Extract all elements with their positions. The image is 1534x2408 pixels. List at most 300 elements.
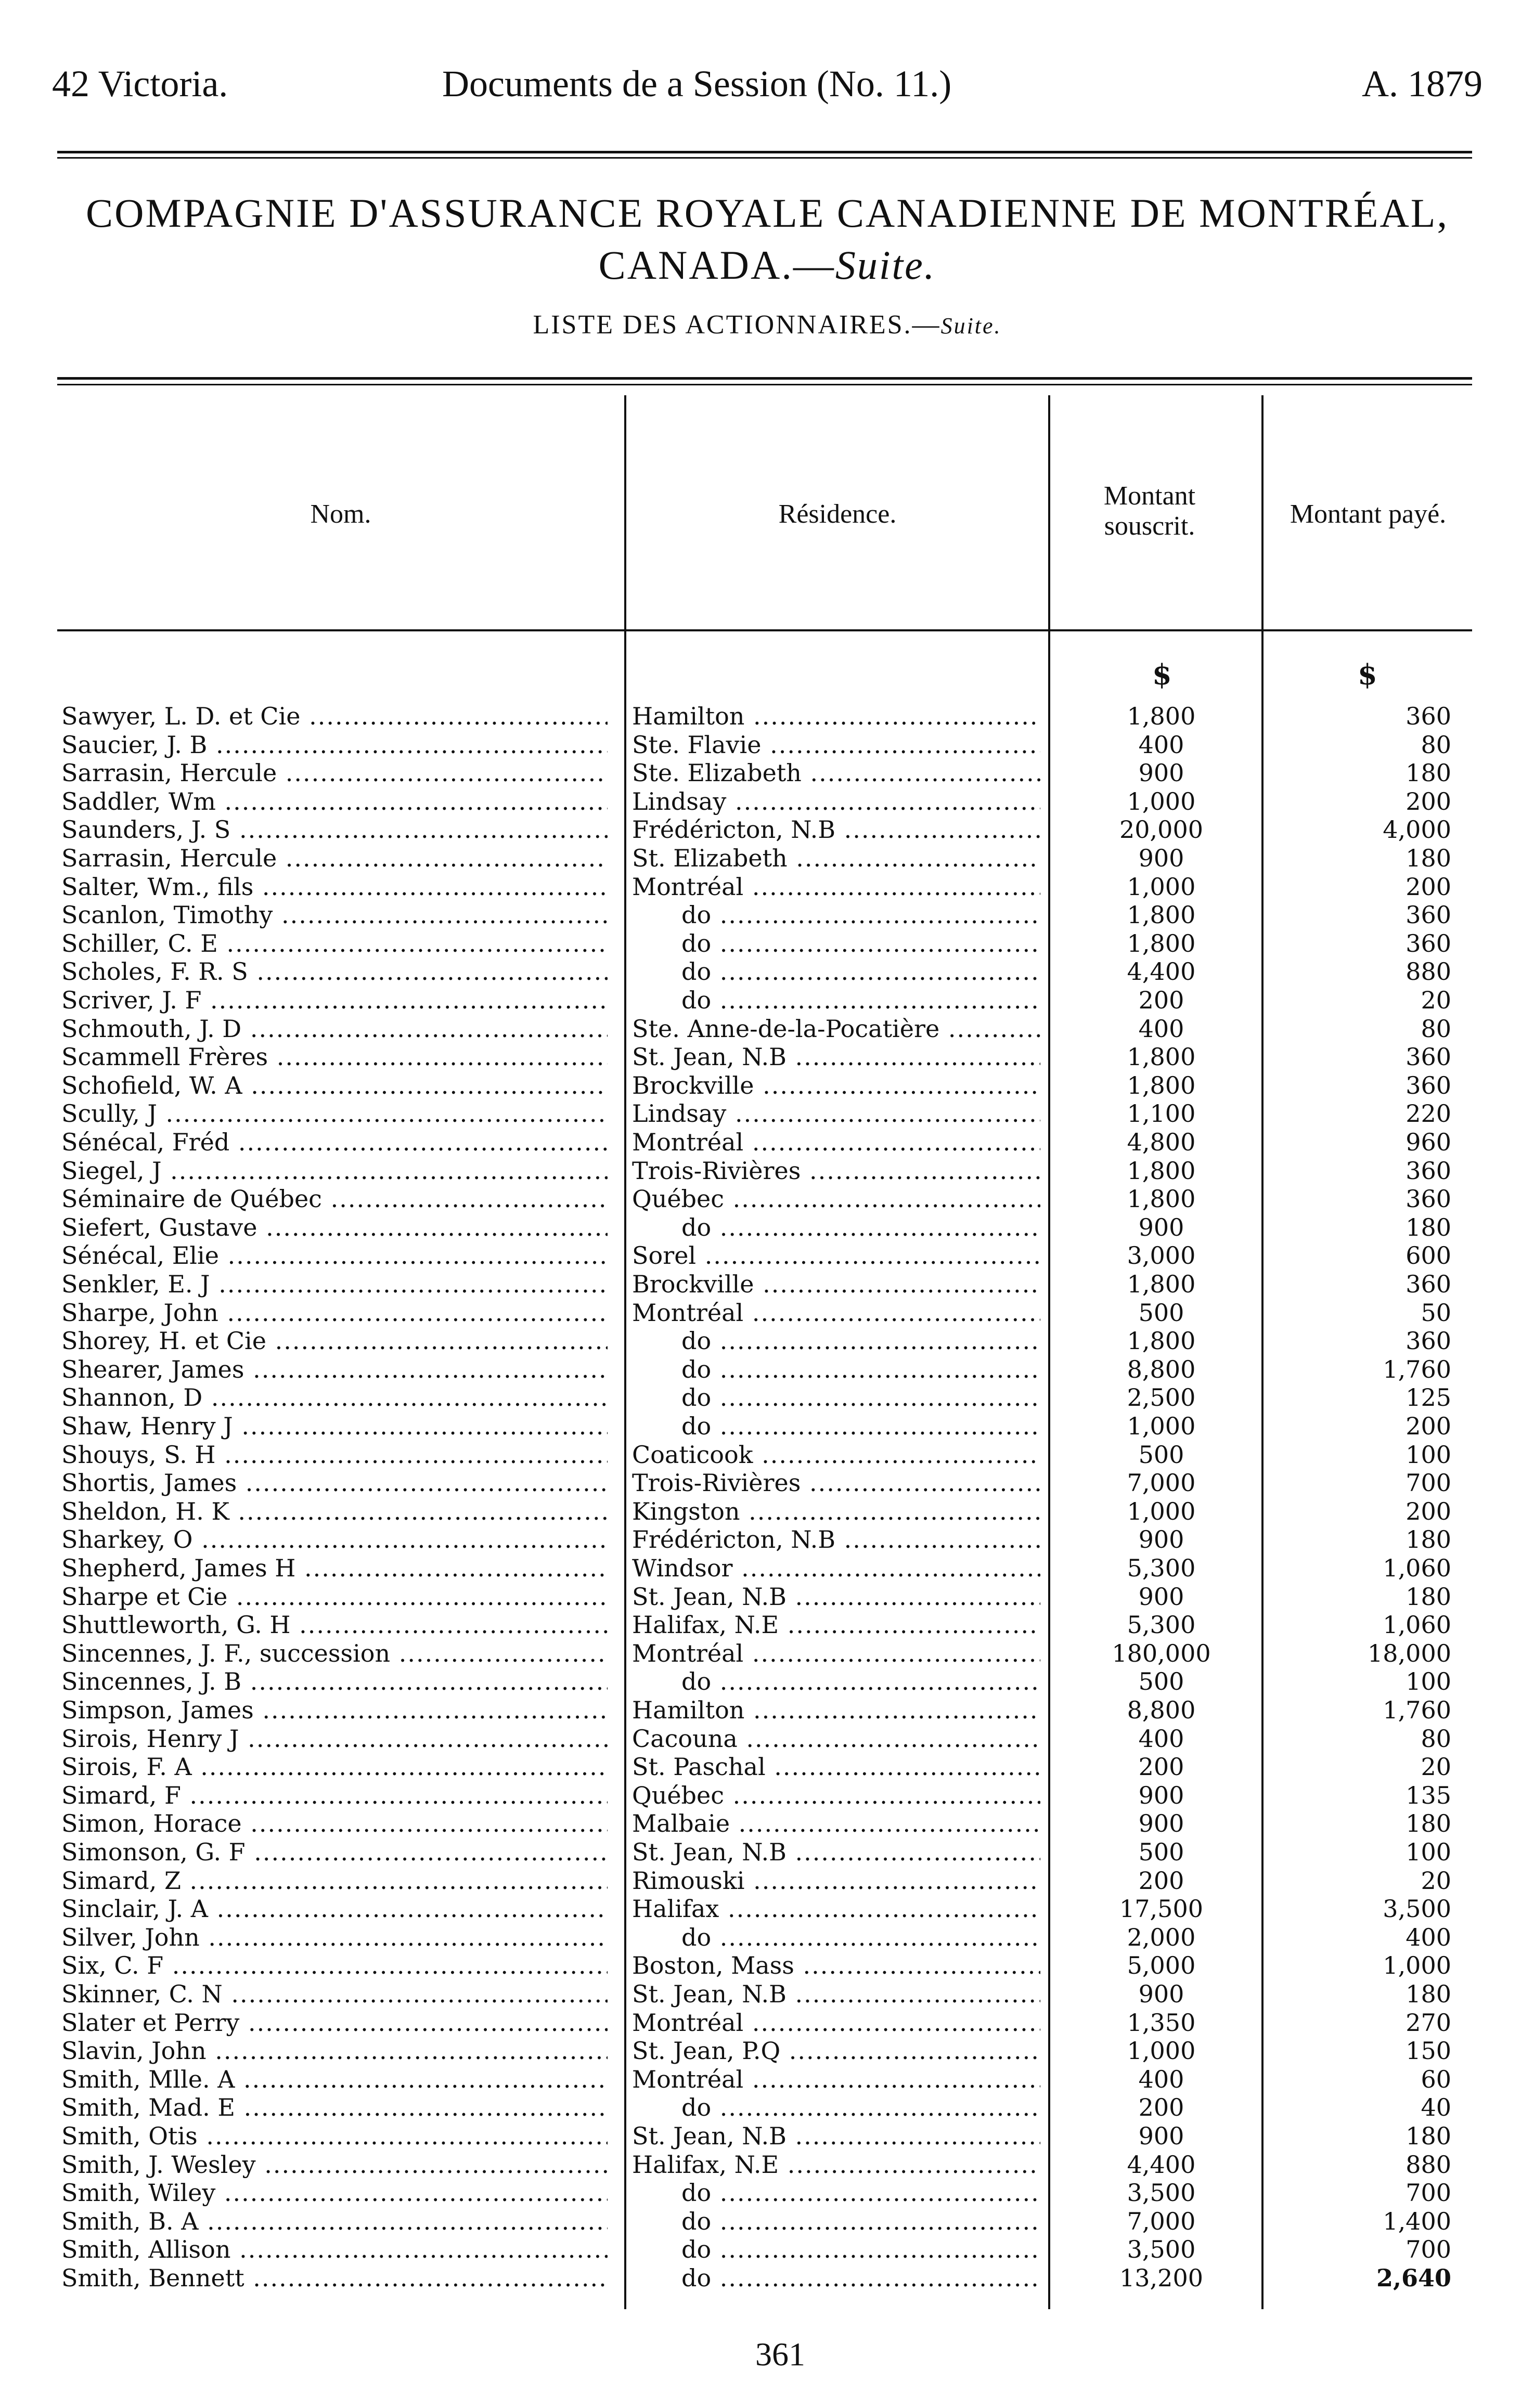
amount-paid: 960 — [1406, 1128, 1451, 1156]
amount-subscribed: 13,200 — [1119, 2264, 1203, 2292]
header-documents: Documents de a Session (No. 11.) — [442, 63, 952, 105]
shareholder-name: Smith, Bennett ..... — [61, 2264, 608, 2292]
shareholder-residence: Coaticook ..... — [632, 1441, 1040, 1469]
shareholder-name: Slavin, John ..... — [61, 2037, 608, 2065]
shareholder-name: Saunders, J. S ..... — [61, 815, 608, 844]
amount-subscribed: 7,000 — [1127, 1469, 1196, 1497]
shareholder-name: Sharpe, John ..... — [61, 1299, 608, 1327]
amount-paid: 125 — [1406, 1383, 1451, 1412]
amount-subscribed: 3,000 — [1127, 1241, 1196, 1270]
shareholder-residence: do ..... — [632, 2207, 1040, 2235]
amount-paid: 3,500 — [1383, 1895, 1451, 1923]
table-row — [0, 1895, 1534, 1923]
shareholder-residence: Malbaie ..... — [632, 1809, 1040, 1837]
amount-subscribed: 1,800 — [1127, 1185, 1196, 1213]
amount-subscribed: 8,800 — [1127, 1355, 1196, 1383]
shareholder-name: Schmouth, J. D ..... — [61, 1015, 608, 1043]
table-row — [0, 1213, 1534, 1241]
table-row — [0, 873, 1534, 901]
shareholder-name: Sincennes, J. F., succession ..... — [61, 1639, 608, 1667]
shareholder-residence: Cacouna ..... — [632, 1725, 1040, 1753]
table-row — [0, 2093, 1534, 2121]
table-row — [0, 2009, 1534, 2037]
amount-paid: 200 — [1406, 1497, 1451, 1525]
amount-paid: 20 — [1421, 1753, 1451, 1781]
shareholder-name: Senkler, E. J ..... — [61, 1270, 608, 1298]
amount-paid: 50 — [1421, 1299, 1451, 1327]
shareholder-residence: Trois-Rivières ..... — [632, 1157, 1040, 1185]
amount-paid: 1,000 — [1383, 1951, 1451, 1979]
shareholder-name: Simonson, G. F ..... — [61, 1838, 608, 1866]
shareholder-name: Simpson, James ..... — [61, 1696, 608, 1724]
amount-paid: 270 — [1406, 2009, 1451, 2037]
company-title-line2: CANADA.—Suite. — [598, 242, 936, 288]
amount-paid: 180 — [1406, 1583, 1451, 1611]
amount-paid: 1,760 — [1383, 1696, 1451, 1724]
table-row — [0, 1270, 1534, 1298]
shareholder-name: Sénécal, Fréd ..... — [61, 1128, 608, 1156]
table-row — [0, 1696, 1534, 1724]
shareholder-residence: do ..... — [632, 957, 1040, 986]
table-row — [0, 1128, 1534, 1156]
amount-paid: 360 — [1406, 1185, 1451, 1213]
list-subtitle: LISTE DES ACTIONNAIRES.—Suite. — [533, 310, 1002, 340]
amount-paid: 200 — [1406, 787, 1451, 815]
amount-paid: 150 — [1406, 2037, 1451, 2065]
shareholder-residence: St. Jean, N.B ..... — [632, 1980, 1040, 2008]
amount-subscribed: 3,500 — [1127, 2235, 1196, 2263]
amount-paid: 360 — [1406, 1327, 1451, 1355]
shareholder-residence: do ..... — [632, 1412, 1040, 1440]
table-row — [0, 2065, 1534, 2093]
column-header-paid: Montant payé. — [1290, 499, 1447, 529]
amount-subscribed: 900 — [1138, 1583, 1184, 1611]
shareholder-residence: St. Jean, P.Q ..... — [632, 2037, 1040, 2065]
shareholder-name: Sheldon, H. K ..... — [61, 1497, 608, 1525]
shareholder-name: Smith, Otis ..... — [61, 2122, 608, 2150]
shareholder-name: Sirois, F. A ..... — [61, 1753, 608, 1781]
table-row — [0, 986, 1534, 1014]
shareholder-residence: do ..... — [632, 1327, 1040, 1355]
amount-subscribed: 200 — [1138, 986, 1184, 1014]
amount-subscribed: 5,000 — [1127, 1951, 1196, 1979]
amount-subscribed: 1,100 — [1127, 1099, 1196, 1128]
amount-paid: 2,640 — [1376, 2264, 1451, 2292]
shareholder-residence: do ..... — [632, 901, 1040, 929]
shareholder-residence: Montréal ..... — [632, 1639, 1040, 1667]
shareholder-name: Scriver, J. F ..... — [61, 986, 608, 1014]
table-row — [0, 2264, 1534, 2292]
amount-subscribed: 500 — [1138, 1838, 1184, 1866]
table-row — [0, 1809, 1534, 1837]
amount-paid: 200 — [1406, 873, 1451, 901]
shareholder-residence: Hamilton ..... — [632, 702, 1040, 730]
shareholder-residence: St. Paschal ..... — [632, 1753, 1040, 1781]
amount-subscribed: 900 — [1138, 1213, 1184, 1241]
amount-subscribed: 200 — [1138, 1753, 1184, 1781]
page-number: 361 — [755, 2336, 805, 2373]
table-row — [0, 1611, 1534, 1639]
amount-paid: 1,760 — [1383, 1355, 1451, 1383]
shareholder-residence: do ..... — [632, 1355, 1040, 1383]
shareholder-name: Smith, B. A ..... — [61, 2207, 608, 2235]
amount-paid: 180 — [1406, 1213, 1451, 1241]
table-row — [0, 1667, 1534, 1695]
amount-paid: 700 — [1406, 2235, 1451, 2263]
table-row — [0, 1725, 1534, 1753]
shareholder-name: Sinclair, J. A ..... — [61, 1895, 608, 1923]
table-row — [0, 2179, 1534, 2207]
shareholder-name: Siefert, Gustave ..... — [61, 1213, 608, 1241]
header-year: A. 1879 — [1362, 63, 1483, 105]
table-row — [0, 1185, 1534, 1213]
company-title-line1: COMPAGNIE D'ASSURANCE ROYALE CANADIENNE DE MONTRÉAL, — [86, 190, 1449, 236]
amount-subscribed: 1,000 — [1127, 2037, 1196, 2065]
shareholder-residence: Brockville ..... — [632, 1071, 1040, 1099]
shareholder-residence: Sorel ..... — [632, 1241, 1040, 1270]
shareholder-residence: Halifax, N.E ..... — [632, 1611, 1040, 1639]
shareholder-name: Six, C. F ..... — [61, 1951, 608, 1979]
table-row — [0, 844, 1534, 872]
table-row — [0, 1299, 1534, 1327]
shareholder-name: Shaw, Henry J ..... — [61, 1412, 608, 1440]
amount-subscribed: 900 — [1138, 1525, 1184, 1553]
amount-paid: 4,000 — [1383, 815, 1451, 844]
shareholder-residence: Montréal ..... — [632, 873, 1040, 901]
table-row — [0, 957, 1534, 986]
table-row — [0, 2037, 1534, 2065]
shareholder-name: Shannon, D ..... — [61, 1383, 608, 1412]
shareholder-name: Simard, F ..... — [61, 1781, 608, 1809]
amount-subscribed: 500 — [1138, 1441, 1184, 1469]
table-top-rule-1 — [57, 377, 1472, 380]
shareholder-name: Skinner, C. N ..... — [61, 1980, 608, 2008]
shareholder-residence: Québec ..... — [632, 1781, 1040, 1809]
amount-subscribed: 400 — [1138, 2065, 1184, 2093]
amount-paid: 80 — [1421, 731, 1451, 759]
shareholder-name: Siegel, J ..... — [61, 1157, 608, 1185]
table-row — [0, 731, 1534, 759]
shareholder-residence: Rimouski ..... — [632, 1867, 1040, 1895]
shareholder-residence: Halifax ..... — [632, 1895, 1040, 1923]
table-row — [0, 1157, 1534, 1185]
table-row — [0, 1071, 1534, 1099]
amount-subscribed: 400 — [1138, 1015, 1184, 1043]
amount-subscribed: 1,800 — [1127, 1327, 1196, 1355]
amount-paid: 200 — [1406, 1412, 1451, 1440]
amount-paid: 880 — [1406, 957, 1451, 986]
amount-paid: 180 — [1406, 1980, 1451, 2008]
amount-paid: 1,060 — [1383, 1554, 1451, 1582]
shareholder-name: Scanlon, Timothy ..... — [61, 901, 608, 929]
amount-subscribed: 400 — [1138, 1725, 1184, 1753]
amount-subscribed: 2,500 — [1127, 1383, 1196, 1412]
header-rule-top — [57, 151, 1472, 153]
amount-subscribed: 1,800 — [1127, 1071, 1196, 1099]
shareholder-name: Schofield, W. A ..... — [61, 1071, 608, 1099]
table-row — [0, 1951, 1534, 1979]
shareholder-name: Slater et Perry ..... — [61, 2009, 608, 2037]
shareholder-name: Shortis, James ..... — [61, 1469, 608, 1497]
table-row — [0, 2122, 1534, 2150]
table-row — [0, 1980, 1534, 2008]
shareholder-name: Scully, J ..... — [61, 1099, 608, 1128]
amount-paid: 1,060 — [1383, 1611, 1451, 1639]
shareholder-residence: do ..... — [632, 1213, 1040, 1241]
shareholder-name: Sarrasin, Hercule ..... — [61, 844, 608, 872]
amount-subscribed: 1,800 — [1127, 702, 1196, 730]
shareholder-residence: Lindsay ..... — [632, 787, 1040, 815]
table-row — [0, 929, 1534, 957]
shareholder-name: Sawyer, L. D. et Cie ..... — [61, 702, 608, 730]
amount-subscribed: 1,000 — [1127, 873, 1196, 901]
amount-subscribed: 3,500 — [1127, 2179, 1196, 2207]
amount-subscribed: 4,400 — [1127, 957, 1196, 986]
amount-subscribed: 400 — [1138, 731, 1184, 759]
shareholder-name: Smith, Mad. E ..... — [61, 2093, 608, 2121]
shareholder-residence: Montréal ..... — [632, 2009, 1040, 2037]
amount-paid: 360 — [1406, 702, 1451, 730]
amount-paid: 180 — [1406, 2122, 1451, 2150]
amount-paid: 180 — [1406, 1809, 1451, 1837]
shareholder-residence: do ..... — [632, 2235, 1040, 2263]
shareholder-name: Sarrasin, Hercule ..... — [61, 759, 608, 787]
amount-subscribed: 900 — [1138, 1980, 1184, 2008]
shareholder-residence: Montréal ..... — [632, 2065, 1040, 2093]
table-row — [0, 815, 1534, 844]
shareholder-residence: Ste. Flavie ..... — [632, 731, 1040, 759]
shareholder-name: Saddler, Wm ..... — [61, 787, 608, 815]
amount-paid: 20 — [1421, 1867, 1451, 1895]
shareholder-residence: do ..... — [632, 2264, 1040, 2292]
amount-paid: 1,400 — [1383, 2207, 1451, 2235]
shareholder-residence: do ..... — [632, 2179, 1040, 2207]
shareholder-name: Smith, Mlle. A ..... — [61, 2065, 608, 2093]
shareholder-residence: Windsor ..... — [632, 1554, 1040, 1582]
amount-paid: 700 — [1406, 2179, 1451, 2207]
shareholder-residence: St. Jean, N.B ..... — [632, 2122, 1040, 2150]
amount-paid: 135 — [1406, 1781, 1451, 1809]
shareholder-residence: St. Elizabeth ..... — [632, 844, 1040, 872]
amount-paid: 360 — [1406, 929, 1451, 957]
amount-subscribed: 900 — [1138, 2122, 1184, 2150]
column-header-residence: Résidence. — [778, 499, 897, 529]
amount-subscribed: 4,400 — [1127, 2151, 1196, 2179]
table-row — [0, 1383, 1534, 1412]
amount-paid: 80 — [1421, 1725, 1451, 1753]
table-row — [0, 1753, 1534, 1781]
table-row — [0, 901, 1534, 929]
table-top-rule-2 — [57, 384, 1472, 385]
amount-subscribed: 500 — [1138, 1299, 1184, 1327]
running-header — [52, 42, 1483, 104]
shareholder-name: Shearer, James ..... — [61, 1355, 608, 1383]
shareholder-name: Scholes, F. R. S ..... — [61, 957, 608, 986]
amount-subscribed: 20,000 — [1119, 815, 1203, 844]
amount-paid: 80 — [1421, 1015, 1451, 1043]
shareholder-name: Simard, Z ..... — [61, 1867, 608, 1895]
table-row — [0, 1015, 1534, 1043]
amount-paid: 180 — [1406, 844, 1451, 872]
amount-subscribed: 900 — [1138, 844, 1184, 872]
table-row — [0, 1838, 1534, 1866]
amount-subscribed: 4,800 — [1127, 1128, 1196, 1156]
table-row — [0, 1355, 1534, 1383]
shareholder-name: Smith, Wiley ..... — [61, 2179, 608, 2207]
shareholder-residence: do ..... — [632, 2093, 1040, 2121]
amount-subscribed: 1,000 — [1127, 1412, 1196, 1440]
shareholder-residence: Frédéricton, N.B ..... — [632, 1525, 1040, 1553]
table-row — [0, 2151, 1534, 2179]
shareholder-residence: Brockville ..... — [632, 1270, 1040, 1298]
shareholder-residence: Québec ..... — [632, 1185, 1040, 1213]
shareholder-residence: Montréal ..... — [632, 1128, 1040, 1156]
shareholder-name: Sirois, Henry J ..... — [61, 1725, 608, 1753]
shareholder-residence: Hamilton ..... — [632, 1696, 1040, 1724]
shareholder-residence: do ..... — [632, 1383, 1040, 1412]
amount-paid: 360 — [1406, 901, 1451, 929]
shareholder-residence: Montréal ..... — [632, 1299, 1040, 1327]
table-row — [0, 1099, 1534, 1128]
table-row — [0, 1781, 1534, 1809]
shareholder-name: Smith, Allison ..... — [61, 2235, 608, 2263]
amount-subscribed: 900 — [1138, 1781, 1184, 1809]
amount-subscribed: 1,000 — [1127, 1497, 1196, 1525]
amount-paid: 180 — [1406, 759, 1451, 787]
shareholder-residence: Ste. Anne-de-la-Pocatière ..... — [632, 1015, 1040, 1043]
table-header-rule — [57, 629, 1472, 631]
shareholder-residence: Frédéricton, N.B ..... — [632, 815, 1040, 844]
amount-paid: 60 — [1421, 2065, 1451, 2093]
shareholder-residence: Boston, Mass ..... — [632, 1951, 1040, 1979]
header-rule-bottom — [57, 157, 1472, 159]
amount-paid: 100 — [1406, 1838, 1451, 1866]
table-row — [0, 1412, 1534, 1440]
amount-subscribed: 2,000 — [1127, 1923, 1196, 1951]
shareholder-name: Shuttleworth, G. H ..... — [61, 1611, 608, 1639]
shareholder-name: Shorey, H. et Cie ..... — [61, 1327, 608, 1355]
shareholder-residence: Lindsay ..... — [632, 1099, 1040, 1128]
shareholder-name: Séminaire de Québec ..... — [61, 1185, 608, 1213]
shareholder-name: Sharkey, O ..... — [61, 1525, 608, 1553]
table-row — [0, 702, 1534, 730]
amount-paid: 400 — [1406, 1923, 1451, 1951]
shareholder-residence: do ..... — [632, 1923, 1040, 1951]
amount-paid: 40 — [1421, 2093, 1451, 2121]
shareholder-name: Sincennes, J. B ..... — [61, 1667, 608, 1695]
table-row — [0, 1469, 1534, 1497]
shareholder-name: Scammell Frères ..... — [61, 1043, 608, 1071]
amount-subscribed: 180,000 — [1112, 1639, 1211, 1667]
shareholder-name: Schiller, C. E ..... — [61, 929, 608, 957]
shareholder-residence: St. Jean, N.B ..... — [632, 1043, 1040, 1071]
shareholder-name: Simon, Horace ..... — [61, 1809, 608, 1837]
amount-subscribed: 5,300 — [1127, 1611, 1196, 1639]
amount-subscribed: 500 — [1138, 1667, 1184, 1695]
column-header-subscribed: Montant souscrit. — [1103, 481, 1196, 541]
amount-paid: 360 — [1406, 1270, 1451, 1298]
shareholder-name: Smith, J. Wesley ..... — [61, 2151, 608, 2179]
table-row — [0, 2235, 1534, 2263]
amount-paid: 100 — [1406, 1441, 1451, 1469]
amount-paid: 700 — [1406, 1469, 1451, 1497]
amount-subscribed: 1,800 — [1127, 901, 1196, 929]
table-row — [0, 1525, 1534, 1553]
amount-paid: 18,000 — [1368, 1639, 1451, 1667]
amount-paid: 360 — [1406, 1071, 1451, 1099]
amount-subscribed: 1,800 — [1127, 1157, 1196, 1185]
amount-paid: 180 — [1406, 1525, 1451, 1553]
amount-subscribed: 1,800 — [1127, 1043, 1196, 1071]
table-row — [0, 1441, 1534, 1469]
amount-subscribed: 1,350 — [1127, 2009, 1196, 2037]
table-row — [0, 759, 1534, 787]
table-row — [0, 1327, 1534, 1355]
shareholder-residence: Ste. Elizabeth ..... — [632, 759, 1040, 787]
shareholder-name: Silver, John ..... — [61, 1923, 608, 1951]
amount-paid: 360 — [1406, 1043, 1451, 1071]
amount-paid: 20 — [1421, 986, 1451, 1014]
shareholder-name: Saucier, J. B ..... — [61, 731, 608, 759]
company-title — [52, 187, 1483, 291]
amount-paid: 220 — [1406, 1099, 1451, 1128]
shareholder-name: Sénécal, Elie ..... — [61, 1241, 608, 1270]
shareholder-residence: do ..... — [632, 1667, 1040, 1695]
table-row — [0, 1867, 1534, 1895]
shareholder-residence: Kingston ..... — [632, 1497, 1040, 1525]
table-row — [0, 1497, 1534, 1525]
table-row — [0, 1639, 1534, 1667]
shareholder-name: Shepherd, James H ..... — [61, 1554, 608, 1582]
table-row — [0, 1043, 1534, 1071]
shareholder-residence: St. Jean, N.B ..... — [632, 1583, 1040, 1611]
amount-subscribed: 900 — [1138, 759, 1184, 787]
amount-paid: 600 — [1406, 1241, 1451, 1270]
shareholder-name: Salter, Wm., fils ..... — [61, 873, 608, 901]
table-row — [0, 787, 1534, 815]
table-row — [0, 2207, 1534, 2235]
shareholder-residence: Trois-Rivières ..... — [632, 1469, 1040, 1497]
amount-paid: 360 — [1406, 1157, 1451, 1185]
amount-paid: 880 — [1406, 2151, 1451, 2179]
shareholder-name: Shouys, S. H ..... — [61, 1441, 608, 1469]
amount-subscribed: 200 — [1138, 2093, 1184, 2121]
amount-subscribed: 1,800 — [1127, 1270, 1196, 1298]
amount-subscribed: 7,000 — [1127, 2207, 1196, 2235]
currency-subscribed: $ — [1152, 658, 1172, 691]
amount-paid: 100 — [1406, 1667, 1451, 1695]
shareholder-residence: do ..... — [632, 986, 1040, 1014]
amount-subscribed: 17,500 — [1119, 1895, 1203, 1923]
table-row — [0, 1923, 1534, 1951]
table-row — [0, 1241, 1534, 1270]
shareholder-residence: Halifax, N.E ..... — [632, 2151, 1040, 2179]
amount-subscribed: 1,000 — [1127, 787, 1196, 815]
shareholder-name: Sharpe et Cie ..... — [61, 1583, 608, 1611]
header-session: 42 Victoria. — [52, 63, 228, 105]
table-row — [0, 1554, 1534, 1582]
amount-subscribed: 900 — [1138, 1809, 1184, 1837]
amount-subscribed: 200 — [1138, 1867, 1184, 1895]
table-row — [0, 1583, 1534, 1611]
shareholder-residence: St. Jean, N.B ..... — [632, 1838, 1040, 1866]
amount-subscribed: 5,300 — [1127, 1554, 1196, 1582]
column-header-name: Nom. — [310, 499, 371, 529]
shareholder-residence: do ..... — [632, 929, 1040, 957]
amount-subscribed: 1,800 — [1127, 929, 1196, 957]
amount-subscribed: 8,800 — [1127, 1696, 1196, 1724]
currency-paid: $ — [1358, 658, 1377, 691]
